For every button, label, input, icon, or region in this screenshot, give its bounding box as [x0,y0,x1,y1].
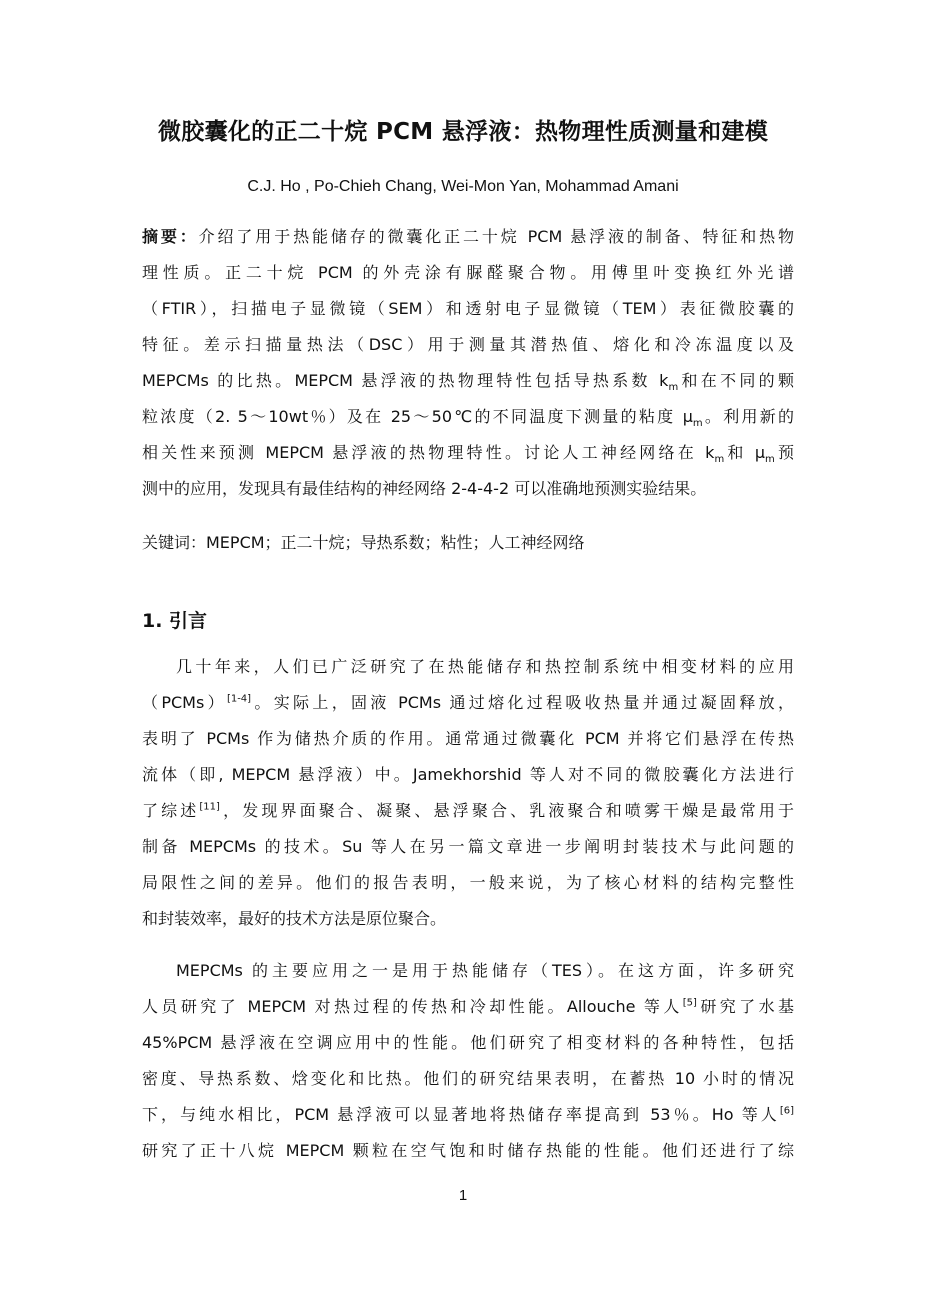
citation: [5] [682,997,697,1009]
page-number: 1 [458,1187,468,1204]
paper-authors: C.J. Ho , Po-Chieh Chang, Wei-Mon Yan, Mohammad Amani [247,178,679,195]
paragraph-line: 制备 MEPCMs 的技术。Su 等人在另一篇文章进一步阐明封装技术与此问题的 [142,837,794,856]
citation: [1-4] [226,693,252,705]
citation: [11] [199,801,220,813]
paragraph-line: 表明了 PCMs 作为储热介质的作用。通常通过微囊化 PCM 并将它们悬浮在传热 [142,729,794,748]
abstract-line: （FTIR），扫描电子显微镜（SEM）和透射电子显微镜（TEM）表征微胶囊的 [142,299,794,318]
paragraph-line: （PCMs）[1-4]。实际上，固液 PCMs 通过熔化过程吸收热量并通过凝固释放， [142,693,794,712]
abstract-line: MEPCMs 的比热。MEPCM 悬浮液的热物理特性包括导热系数 $k_m$和在不同的颗 [142,371,794,394]
abstract [142,219,794,507]
abstract-line: 特征。差示扫描量热法（DSC）用于测量其潜热值、熔化和冷冻温度以及 [142,335,794,354]
paragraph-1 [142,649,794,937]
paper-title: 微胶囊化的正二十烷 PCM 悬浮液：热物理性质测量和建模 [157,119,769,145]
abstract-line: 相关性来预测 MEPCM 悬浮液的热物理特性。讨论人工神经网络在 $k_m$和 $\mu_m$预 [142,443,794,466]
keywords: 关键词：MEPCM；正二十烷；导热系数；粘性；人工神经网络 [142,533,585,552]
paragraph-line: 密度、导热系数、焓变化和比热。他们的研究结果表明，在蓄热 10 小时的情况 [142,1069,794,1088]
abstract-line: 粒浓度（2. 5～10wt％）及在 25～50℃的不同温度下测量的粘度 $\mu_m$。利用新的 [142,407,794,430]
abstract-line: 测中的应用，发现具有最佳结构的神经网络 2-4-4-2 可以准确地预测实验结果。 [142,479,707,498]
paragraph-2 [142,953,794,1169]
paragraph-line: 流体（即, MEPCM 悬浮液）中。Jamekhorshid 等人对不同的微胶囊化方法进行 [142,765,794,784]
citation: [6] [779,1105,794,1117]
paragraph-line: MEPCMs 的主要应用之一是用于热能储存（TES）。在这方面，许多研究 [176,961,794,980]
section-heading: 1. 引言 [142,610,208,632]
paragraph-line: 局限性之间的差异。他们的报告表明，一般来说，为了核心材料的结构完整性 [142,873,794,892]
paragraph-line: 了综述[11]，发现界面聚合、凝聚、悬浮聚合、乳液聚合和喷雾干燥是最常用于 [142,801,794,820]
paragraph-line: 几十年来，人们已广泛研究了在热能储存和热控制系统中相变材料的应用 [176,657,794,676]
paragraph-line: 人员研究了 MEPCM 对热过程的传热和冷却性能。Allouche 等人[5]研究了水基 [142,997,794,1016]
abstract-label: 摘要： [142,227,199,246]
paragraph-line: 45%PCM 悬浮液在空调应用中的性能。他们研究了相变材料的各种特性，包括 [142,1033,794,1052]
paragraph-line: 下，与纯水相比，PCM 悬浮液可以显著地将热储存率提高到 53％。Ho 等人[6] [142,1105,794,1124]
paragraph-line: 和封装效率，最好的技术方法是原位聚合。 [142,909,447,928]
abstract-line: 摘要：介绍了用于热能储存的微囊化正二十烷 PCM 悬浮液的制备、特征和热物 [142,227,794,246]
paragraph-line: 研究了正十八烷 MEPCM 颗粒在空气饱和时储存热能的性能。他们还进行了综 [142,1141,794,1160]
abstract-line: 理性质。正二十烷 PCM 的外壳涂有脲醛聚合物。用傅里叶变换红外光谱 [142,263,794,282]
